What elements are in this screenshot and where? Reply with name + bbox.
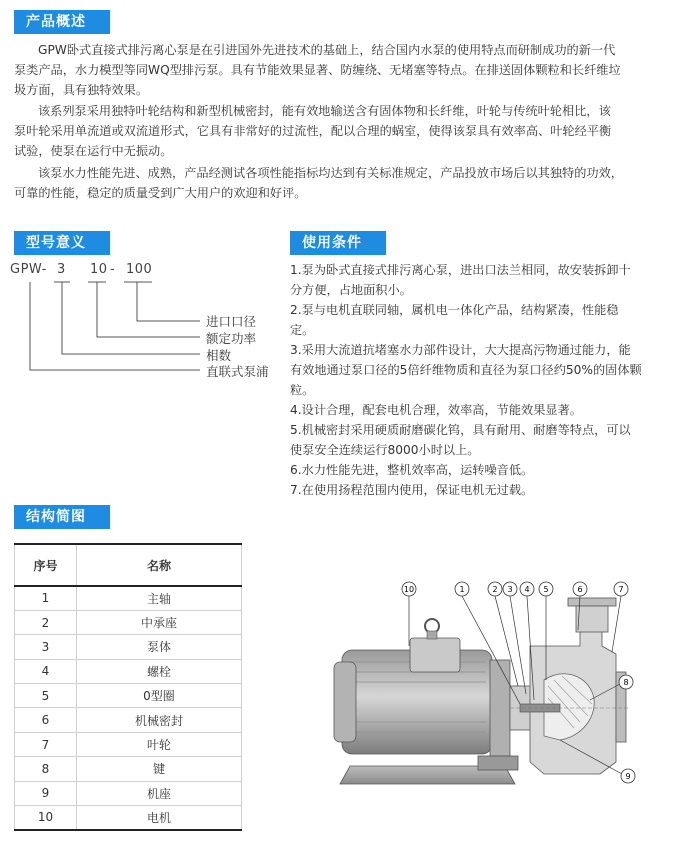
overview-paragraph-2 [14, 101, 690, 161]
condition-line: 4.设计合理，配套电机合理，效率高，节能效果显著。 [290, 403, 582, 417]
row-no: 5 [15, 684, 77, 708]
row-name: 叶轮 [77, 732, 242, 756]
conditions-heading: 使用条件 [290, 231, 386, 255]
table-row [15, 635, 242, 659]
callout-6: 6 [577, 585, 583, 594]
row-name: 机座 [77, 781, 242, 805]
overview-p1-line2: 泵类产品，水力模型等同WQ型排污泵。具有节能效果显著、防缠绕、无堵塞等特点。在排送固体颗粒和长纤维垃 [14, 63, 621, 77]
overview-p1-line3: 圾方面，具有独特效果。 [14, 83, 149, 97]
overview-heading: 产品概述 [14, 10, 110, 34]
model-code-separator: - [110, 262, 116, 277]
row-no: 7 [15, 732, 77, 756]
row-name: 机械密封 [77, 708, 242, 732]
table-row [15, 732, 242, 756]
table-row [15, 586, 242, 610]
row-no: 8 [15, 757, 77, 781]
row-name: 主轴 [77, 586, 242, 610]
pump-structure-drawing [330, 576, 660, 798]
col-name-header: 名称 [77, 544, 242, 586]
row-name: 泵体 [77, 635, 242, 659]
model-code-diameter: 100 [126, 262, 153, 277]
conditions-list [290, 260, 694, 500]
callout-9: 9 [625, 772, 631, 781]
callout-10: 10 [403, 585, 415, 594]
condition-line: 3.采用大流道抗堵塞水力部件设计，大大提高污物通过能力，能 [290, 343, 631, 357]
table-row [15, 659, 242, 683]
table-row [15, 781, 242, 805]
table-row [15, 708, 242, 732]
model-part-inlet: 进口口径 [206, 314, 257, 329]
condition-line: 2.泵与电机直联同轴，属机电一体化产品，结构紧凑，性能稳 [290, 303, 619, 317]
callout-2: 2 [492, 585, 498, 594]
condition-line: 1.泵为卧式直接式排污离心泵，进出口法兰相同，故安装拆卸十 [290, 263, 631, 277]
callout-5: 5 [543, 585, 549, 594]
row-no: 2 [15, 610, 77, 634]
col-no-header: 序号 [15, 544, 77, 586]
row-no: 10 [15, 806, 77, 830]
structure-heading: 结构简图 [14, 505, 110, 529]
table-row [15, 684, 242, 708]
overview-p3-line1: 该泵水力性能先进、成熟，产品经测试各项性能指标均达到有关标准规定，产品投放市场后以其独特的功效， [38, 166, 623, 180]
condition-line: 5.机械密封采用硬质耐磨碳化钨，具有耐用、耐磨等特点，可以 [290, 423, 631, 437]
overview-p3-line2: 可靠的性能，稳定的质量受到广大用户的欢迎和好评。 [14, 186, 307, 200]
condition-line: 定。 [290, 323, 315, 337]
motor-body [334, 619, 518, 784]
row-no: 3 [15, 635, 77, 659]
pump-casing [510, 598, 630, 774]
row-name: 中承座 [77, 610, 242, 634]
condition-line: 分方便，占地面积小。 [290, 283, 412, 297]
row-name: 0型圈 [77, 684, 242, 708]
model-heading: 型号意义 [14, 231, 110, 255]
condition-line: 使泵安全连续运行8000小时以上。 [290, 443, 480, 457]
callout-1: 1 [459, 585, 465, 594]
overview-paragraph-1 [14, 40, 690, 100]
overview-p1-line1: GPW卧式直接式排污离心泵是在引进国外先进技术的基础上，结合国内水泵的使用特点而研制成功的新一代 [38, 43, 616, 57]
parts-table [14, 543, 242, 831]
overview-p2-line2: 泵叶轮采用单流道或双流道形式，它具有非常好的过流性，配以合理的蜗室，使得该泵具有效率高、叶轮经平衡 [14, 124, 612, 138]
callout-3: 3 [507, 585, 513, 594]
model-part-type: 直联式泵浦 [206, 364, 269, 379]
row-name: 螺栓 [77, 659, 242, 683]
overview-p2-line1: 该系列泵采用独特叶轮结构和新型机械密封，能有效地输送含有固体物和长纤维，叶轮与传统叶轮相比，该 [38, 104, 611, 118]
overview-paragraph-3 [14, 163, 690, 203]
model-code-power: 10 [90, 262, 108, 277]
callout-8: 8 [623, 678, 629, 687]
condition-line: 有效地通过泵口径的5倍纤维物质和直径为泵口径约50%的固体颗 [290, 363, 642, 377]
row-no: 1 [15, 586, 77, 610]
callout-7: 7 [618, 585, 624, 594]
condition-line: 粒。 [290, 383, 315, 397]
row-no: 6 [15, 708, 77, 732]
model-part-phase: 相数 [206, 348, 232, 363]
row-name: 键 [77, 757, 242, 781]
overview-p2-line3: 试验，使泵在运行中无振动。 [14, 144, 173, 158]
condition-line: 7.在使用扬程范围内使用，保证电机无过载。 [290, 483, 534, 497]
model-code-phase: 3 [57, 262, 66, 277]
callout-4: 4 [524, 585, 530, 594]
row-no: 4 [15, 659, 77, 683]
row-no: 9 [15, 781, 77, 805]
condition-line: 6.水力性能先进，整机效率高，运转噪音低。 [290, 463, 534, 477]
table-row [15, 757, 242, 781]
row-name: 电机 [77, 806, 242, 830]
parts-table-header [15, 544, 242, 586]
table-row [15, 806, 242, 830]
model-code-prefix: GPW- [10, 262, 47, 277]
model-part-power: 额定功率 [206, 331, 257, 346]
table-row [15, 610, 242, 634]
